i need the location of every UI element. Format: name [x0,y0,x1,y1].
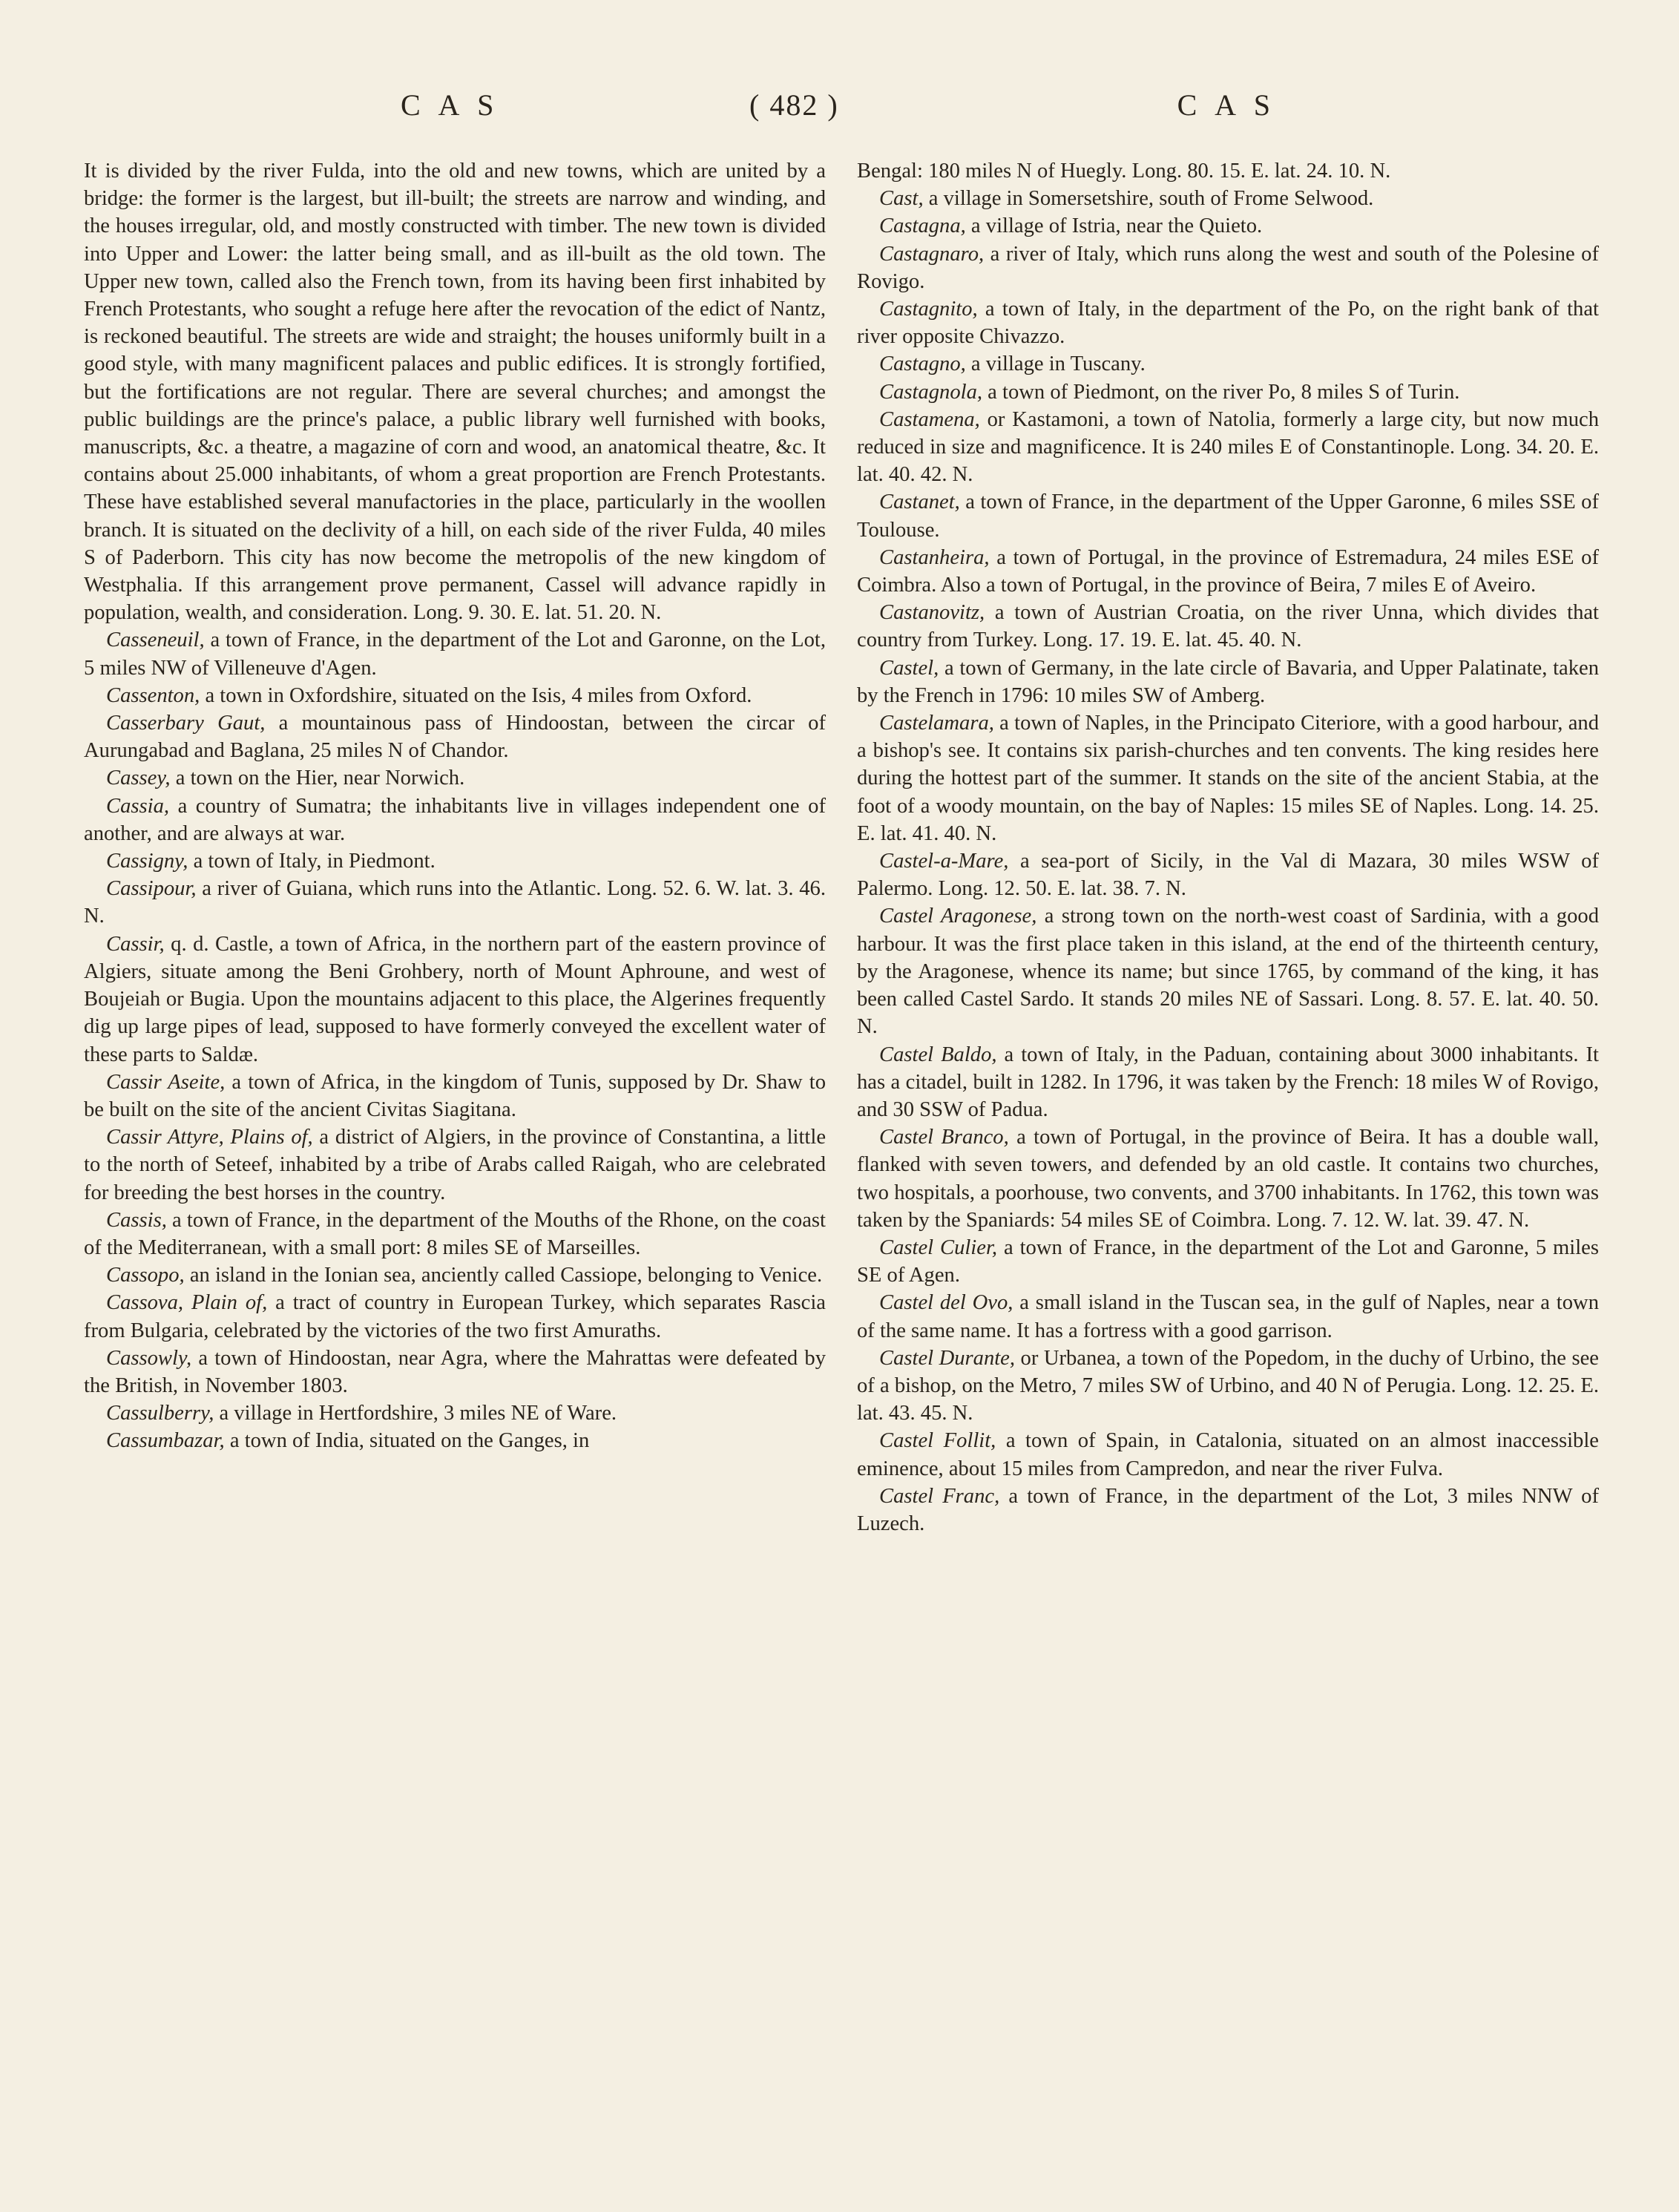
entry-term: Castanheira, [879,545,990,569]
entry-term: Cassumbazar, [106,1429,225,1453]
entry-term: Castagna, [879,214,966,238]
dictionary-entry [84,1123,826,1207]
dictionary-entry [857,1289,1599,1344]
entry-text: a town of Portugal, in the province of Beira. It has a double wall, flanked with seven towers, and defended by an old castle. It contains two churches, two hospitals, a poorhouse, two convents, and 3700 inhabitants. In 1762, this town was taken by the Spaniards: 54 miles SE of Coimbra. Long. 7. 12. W. lat. 39. 47. N. [857,1126,1599,1232]
entry-text: a town of Hindoostan, near Agra, where the Mahrattas were defeated by the British, in November 1803. [84,1346,826,1397]
dictionary-entry [857,1234,1599,1289]
dictionary-entry [857,1483,1599,1537]
entry-text: It is divided by the river Fulda, into the old and new towns, which are united by a bridge: the former is the largest, but ill-built; the streets are narrow and winding, and the houses irregular, old, and mostly constructed with timber. The new town is divided into Upper and Lower: the latter being small, and as ill-built as the old town. The Upper new town, called also the French town, from its having been first inhabited by French Protestants, who sought a refuge here after the revocation of the edict of Nantz, is reckoned beautiful. The streets are wide and straight; the houses uniformly built in a good style, with many magnificent palaces and public edifices. It is strongly fortified, but the fortifications are not regular. There are several churches; and amongst the public buildings are the prince's palace, a public library well furnished with books, manuscripts, &c. a theatre, a magazine of corn and wood, an anatomical theatre, &c. It contains about 25.000 inhabitants, of whom a great proportion are French Protestants. These have established several manufactories in the place, particularly in the woollen branch. It is situated on the declivity of a hill, on each side of the river Fulda, 40 miles S of Paderborn. This city has now become the metropolis of the new kingdom of Westphalia. If this arrangement prove permanent, Cassel will advance rapidly in population, wealth, and consideration. Long. 9. 30. E. lat. 51. 20. N. [84,160,826,625]
dictionary-entry [84,1399,826,1427]
entry-text: a town of Africa, in the kingdom of Tunis, supposed by Dr. Shaw to be built on the site of the ancient Civitas Siagitana. [84,1070,826,1121]
entry-text: a town of India, situated on the Ganges, in [224,1429,590,1453]
entry-text: a river of Italy, which runs along the west and south of the Polesine of Rovigo. [857,242,1599,293]
dictionary-entry [84,1345,826,1399]
entry-term: Cassia, [106,794,170,818]
entry-term: Casseneuil, [106,629,205,652]
dictionary-entry [857,1427,1599,1482]
dictionary-entry [84,1261,826,1289]
entry-term: Castamena, [879,407,980,431]
entry-term: Cassir Attyre, Plains of, [106,1126,313,1149]
header-right-guide-word: C A S [1177,88,1276,122]
entry-term: Castanovitz, [879,601,985,625]
entry-term: Cassis, [106,1208,167,1232]
entry-term: Castagno, [879,352,966,376]
dictionary-entry [84,764,826,792]
entry-term: Castel Follit, [879,1429,996,1453]
entry-text: q. d. Castle, a town of Africa, in the northern part of the eastern province of Algiers, situate among the Beni Grohbery, north of Mount Aphroune, and west of Boujeiah or Bugia. Upon the mountains adjacent to this place, the Algerines frequently dig up large pipes of lead, supposed to have formerly conveyed the excellent water of these parts to Saldæ. [84,932,826,1066]
entry-text: a town of Austrian Croatia, on the river Unna, which divides that country from Turkey. Long. 17. 19. E. lat. 45. 40. N. [857,601,1599,652]
entry-term: Cast, [879,187,924,211]
dictionary-entry [857,544,1599,599]
dictionary-entry [857,406,1599,489]
dictionary-entry [857,1041,1599,1124]
dictionary-entry [84,682,826,709]
entry-term: Castanet, [879,490,960,514]
entry-term: Cassipour, [106,877,197,901]
entry-term: Cassenton, [106,683,200,707]
entry-text: a strong town on the north-west coast of Sardinia, with a good harbour. It was the first place taken in this island, at the end of the thirteenth century, by the Aragonese, whence its name; but since 1765, by command of the king, it has been called Castel Sardo. It stands 20 miles NE of Sassari. Long. 8. 57. E. lat. 40. 50. N. [857,905,1599,1039]
entry-term: Cassulberry, [106,1402,214,1425]
entry-text: a town of Italy, in the department of the Po, on the right bank of that river opposite Chivazzo. [857,298,1599,349]
entry-text: a town of Italy, in the Paduan, containing about 3000 inhabitants. It has a citadel, built in 1282. In 1796, it was taken by the French: 18 miles W of Rovigo, and 30 SSW of Padua. [857,1043,1599,1121]
entry-text: a village in Tuscany. [965,352,1146,376]
dictionary-entry [84,157,826,626]
entry-text: a town on the Hier, near Norwich. [170,767,465,790]
dictionary-entry [84,626,826,681]
entry-text: a town of France, in the department of the Lot, 3 miles NNW of Luzech. [857,1484,1599,1535]
dictionary-entry [84,709,826,764]
dictionary-entry [857,654,1599,709]
entry-term: Castagnito, [879,298,978,321]
dictionary-entry [84,847,826,875]
entry-text: a village of Istria, near the Quieto. [965,214,1263,238]
entry-term: Castel-a-Mare, [879,850,1009,873]
entry-text: a small island in the Tuscan sea, in the gulf of Naples, near a town of the same name. It has a fortress with a good garrison. [857,1291,1599,1342]
dictionary-entry [857,350,1599,378]
entry-text: a town of France, in the department of the Lot and Garonne, on the Lot, 5 miles NW of Villeneuve d'Agen. [84,629,826,680]
header-left-guide-word: C A S [401,88,500,122]
entry-text: a town of Piedmont, on the river Po, 8 miles S of Turin. [982,380,1460,404]
dictionary-entry [84,792,826,847]
entry-term: Castel Branco, [879,1126,1009,1149]
entry-term: Cassir Aseite, [106,1070,226,1094]
dictionary-entry [857,295,1599,350]
dictionary-entry [857,157,1599,185]
dictionary-entry [84,931,826,1069]
entry-text: a town of France, in the department of the Lot and Garonne, 5 miles SE of Agen. [857,1235,1600,1287]
entry-term: Cassopo, [106,1264,185,1287]
entry-text: a tract of country in European Turkey, which separates Rascia from Bulgaria, celebrated by the victories of the two first Amuraths. [84,1291,826,1342]
entry-text: a village in Hertfordshire, 3 miles NE of Ware. [214,1402,617,1425]
entry-text: a town of France, in the department of the Mouths of the Rhone, on the coast of the Mediterranean, with a small port: 8 miles SE of Marseilles. [84,1208,826,1259]
entry-text: a town of Germany, in the late circle of Bavaria, and Upper Palatinate, taken by the French in 1796: 10 miles SW of Amberg. [857,656,1599,707]
dictionary-entry [857,185,1599,212]
entry-text: a town of Naples, in the Principato Citeriore, with a good harbour, and a bishop's see. It contains six parish-churches and ten convents. The king resides here during the hottest part of the summer. It stands on the site of the ancient Stabia, at the foot of a woody mountain, on the bay of Naples: 15 miles SE of Naples. Long. 14. 25. E. lat. 41. 40. N. [857,712,1599,845]
entry-term: Castagnaro, [879,242,985,266]
entry-text: a mountainous pass of Hindoostan, between the circar of Aurungabad and Baglana, 25 miles N of Chandor. [84,712,826,763]
entry-term: Castel Aragonese, [879,905,1037,928]
entry-term: Casserbary Gaut, [106,712,266,735]
dictionary-entry [857,240,1599,295]
dictionary-entry [857,378,1599,406]
dictionary-entry [857,902,1599,1040]
dictionary-entry [857,709,1599,847]
entry-term: Cassir, [106,932,165,956]
entry-term: Cassigny, [106,850,188,873]
entry-text: a town in Oxfordshire, situated on the Isis, 4 miles from Oxford. [200,683,752,707]
entry-text: Bengal: 180 miles N of Huegly. Long. 80. 15. E. lat. 24. 10. N. [857,160,1391,183]
entry-text: a river of Guiana, which runs into the Atlantic. Long. 52. 6. W. lat. 3. 46. N. [84,877,826,928]
dictionary-entry [857,1345,1599,1428]
dictionary-entry [857,488,1599,543]
entry-text: a town of France, in the department of the Upper Garonne, 6 miles SSE of Toulouse. [857,490,1599,542]
dictionary-entry [84,1289,826,1344]
entry-term: Castel Franc, [879,1484,1000,1508]
entry-text: an island in the Ionian sea, anciently called Cassiope, belonging to Venice. [184,1264,823,1287]
right-column [857,157,1599,1537]
dictionary-entry [857,1123,1599,1234]
dictionary-entry [857,847,1599,902]
dictionary-entry [84,875,826,930]
entry-term: Castagnola, [879,380,983,404]
entry-term: Castel Baldo, [879,1043,997,1066]
running-header [401,88,1276,132]
entry-term: Cassova, Plain of, [106,1291,268,1315]
entry-text: a town of Spain, in Catalonia, situated on an almost inaccessible eminence, about 15 miles from Campredon, and near the river Fulva. [857,1429,1599,1480]
entry-text: a country of Sumatra; the inhabitants live in villages independent one of another, and are always at war. [84,794,826,845]
left-column [84,157,826,1455]
dictionary-entry [857,599,1599,654]
entry-term: Cassowly, [106,1346,192,1370]
page-number: ( 482 ) [749,88,839,122]
entry-text: or Urbanea, a town of the Popedom, in the duchy of Urbino, the see of a bishop, on the Metro, 7 miles SW of Urbino, and 40 N of Perugia. Long. 12. 25. E. lat. 43. 45. N. [857,1346,1599,1425]
entry-text: a district of Algiers, in the province of Constantina, a little to the north of Seteef, inhabited by a tribe of Arabs called Raigah, who are celebrated for breeding the best horses in the country. [84,1126,827,1204]
dictionary-entry [84,1207,826,1261]
entry-term: Cassey, [106,767,171,790]
entry-text: a town of Italy, in Piedmont. [188,850,436,873]
dictionary-entry [84,1427,826,1454]
entry-text: or Kastamoni, a town of Natolia, formerly a large city, but now much reduced in size and magnificence. It is 240 miles E of Constantinople. Long. 34. 20. E. lat. 40. 42. N. [857,407,1599,487]
entry-text: a village in Somersetshire, south of Frome Selwood. [923,187,1374,211]
entry-term: Castel Durante, [879,1346,1016,1370]
entry-term: Castelamara, [879,712,994,735]
entry-text: a sea-port of Sicily, in the Val di Mazara, 30 miles WSW of Palermo. Long. 12. 50. E. lat. 38. 7. N. [857,850,1599,901]
entry-term: Castel Culier, [879,1235,998,1259]
entry-text: a town of Portugal, in the province of Estremadura, 24 miles ESE of Coimbra. Also a town of Portugal, in the province of Beira, 7 miles E of Aveiro. [857,545,1599,597]
entry-term: Castel, [879,656,939,680]
dictionary-entry [857,212,1599,240]
entry-term: Castel del Ovo, [879,1291,1013,1315]
dictionary-entry [84,1069,826,1123]
